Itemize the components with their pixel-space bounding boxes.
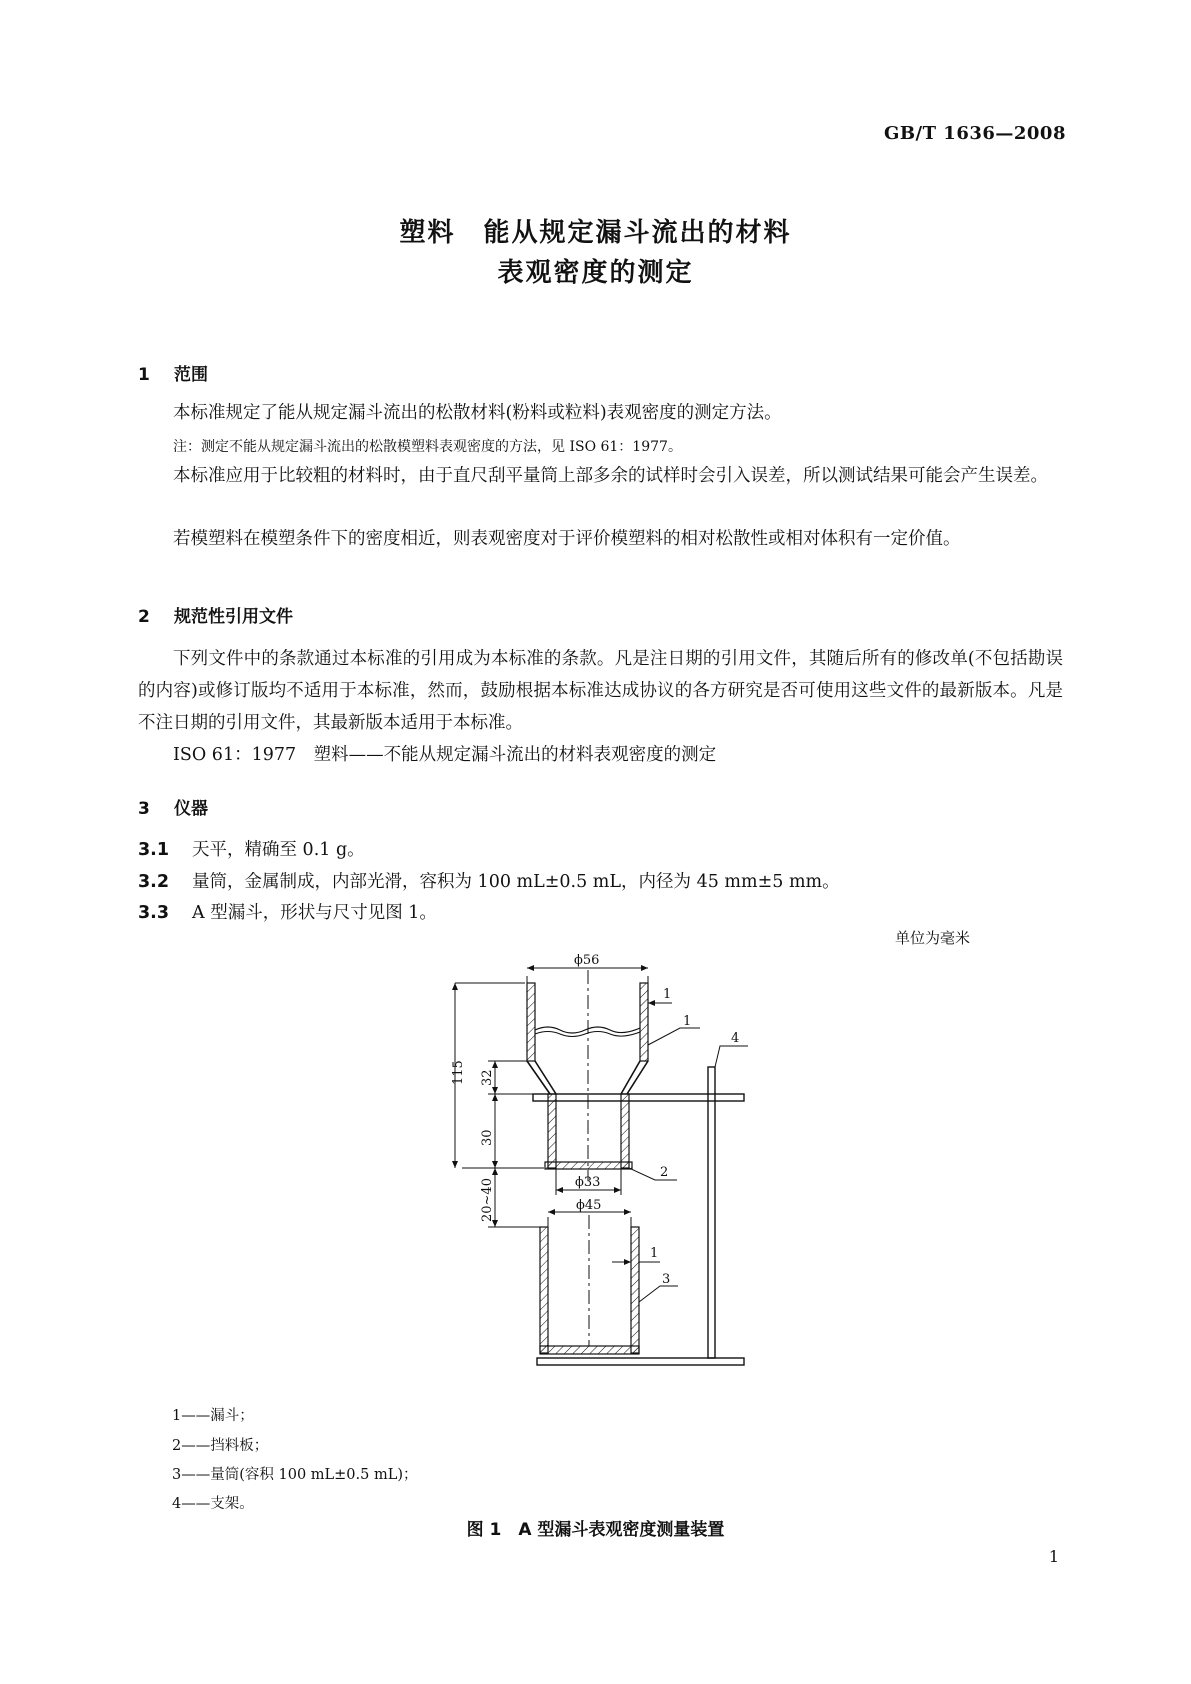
funnel-wall-left xyxy=(527,983,535,1061)
dim-h115: 115 xyxy=(451,1060,466,1085)
s1-note: 注：测定不能从规定漏斗流出的松散模塑料表观密度的方法，见 ISO 61：1977。 xyxy=(173,439,682,455)
item-number: 3.2 xyxy=(138,872,170,892)
legend-item-4: 4——支架。 xyxy=(172,1496,254,1512)
section-title: 仪器 xyxy=(174,799,208,819)
dim-d45: ϕ45 xyxy=(576,1198,602,1213)
s1-paragraph-3: 若模塑料在模塑条件下的密度相近，则表观密度对于评价模塑料的相对松散性或相对体积有一定价值。 xyxy=(173,529,961,549)
s1-paragraph-2: 本标准应用于比较粗的材料时，由于直尺刮平量筒上部多余的试样时会引入误差，所以测试结果可能会产生误差。 xyxy=(173,466,1048,486)
section-title: 范围 xyxy=(174,365,208,385)
page-number: 1 xyxy=(1048,1547,1059,1566)
dim-wall-funnel: 1 xyxy=(663,987,672,1002)
legend-item-1: 1——漏斗； xyxy=(172,1408,254,1424)
section-number: 3 xyxy=(138,799,150,819)
label-4: 4 xyxy=(731,1031,740,1046)
funnel xyxy=(527,970,648,1180)
dim-d33: ϕ33 xyxy=(575,1175,601,1190)
legend-item-2: 2——挡料板； xyxy=(172,1438,269,1454)
dim-h2040: 20~40 xyxy=(480,1178,495,1222)
dim-h32: 32 xyxy=(480,1069,495,1086)
unit-note: 单位为毫米 xyxy=(895,929,971,947)
item-text: 天平，精确至 0.1 g。 xyxy=(192,840,365,860)
label-3: 3 xyxy=(662,1272,671,1287)
label-1: 1 xyxy=(683,1014,692,1029)
item-text: 量筒，金属制成，内部光滑，容积为 100 mL±0.5 mL，内径为 45 mm±5 mm。 xyxy=(192,872,840,892)
dim-h30: 30 xyxy=(480,1129,495,1146)
section-number: 1 xyxy=(138,365,150,385)
funnel-wall-right xyxy=(640,983,648,1061)
item-text: A 型漏斗，形状与尺寸见图 1。 xyxy=(192,903,437,923)
item-number: 3.1 xyxy=(138,840,170,860)
title-line-2: 表观密度的测定 xyxy=(497,258,694,288)
s2-reference: ISO 61：1977 塑料——不能从规定漏斗流出的材料表观密度的测定 xyxy=(173,745,717,765)
standard-code: GB/T 1636—2008 xyxy=(883,123,1066,144)
label-2: 2 xyxy=(660,1165,669,1180)
stopper-plate xyxy=(545,1162,632,1169)
section-number: 2 xyxy=(138,607,150,627)
legend-item-3: 3——量筒(容积 100 mL±0.5 mL)； xyxy=(172,1467,418,1483)
figure-caption: 图 1 A 型漏斗表观密度测量装置 xyxy=(466,1520,725,1540)
section-title: 规范性引用文件 xyxy=(174,607,293,627)
dim-d56: ϕ56 xyxy=(574,953,600,968)
title-line-1: 塑料 能从规定漏斗流出的材料 xyxy=(399,218,792,248)
dim-wall-cylinder: 1 xyxy=(650,1246,659,1261)
item-number: 3.3 xyxy=(138,903,170,923)
measuring-cylinder xyxy=(540,1215,639,1354)
s2-paragraph-1: 下列文件中的条款通过本标准的引用成为本标准的条款。凡是注日期的引用文件，其随后所有的修改单(不包括勘误的内容)或修订版均不适用于本标准，然而，鼓励根据本标准达成协议的各方研究是否可使用这些文件的最新版本。凡是不注日期的引用文件，其最新版本适用于本标准。 xyxy=(138,649,1063,733)
s1-paragraph-1: 本标准规定了能从规定漏斗流出的松散材料(粉料或粒料)表观密度的测定方法。 xyxy=(173,403,782,423)
